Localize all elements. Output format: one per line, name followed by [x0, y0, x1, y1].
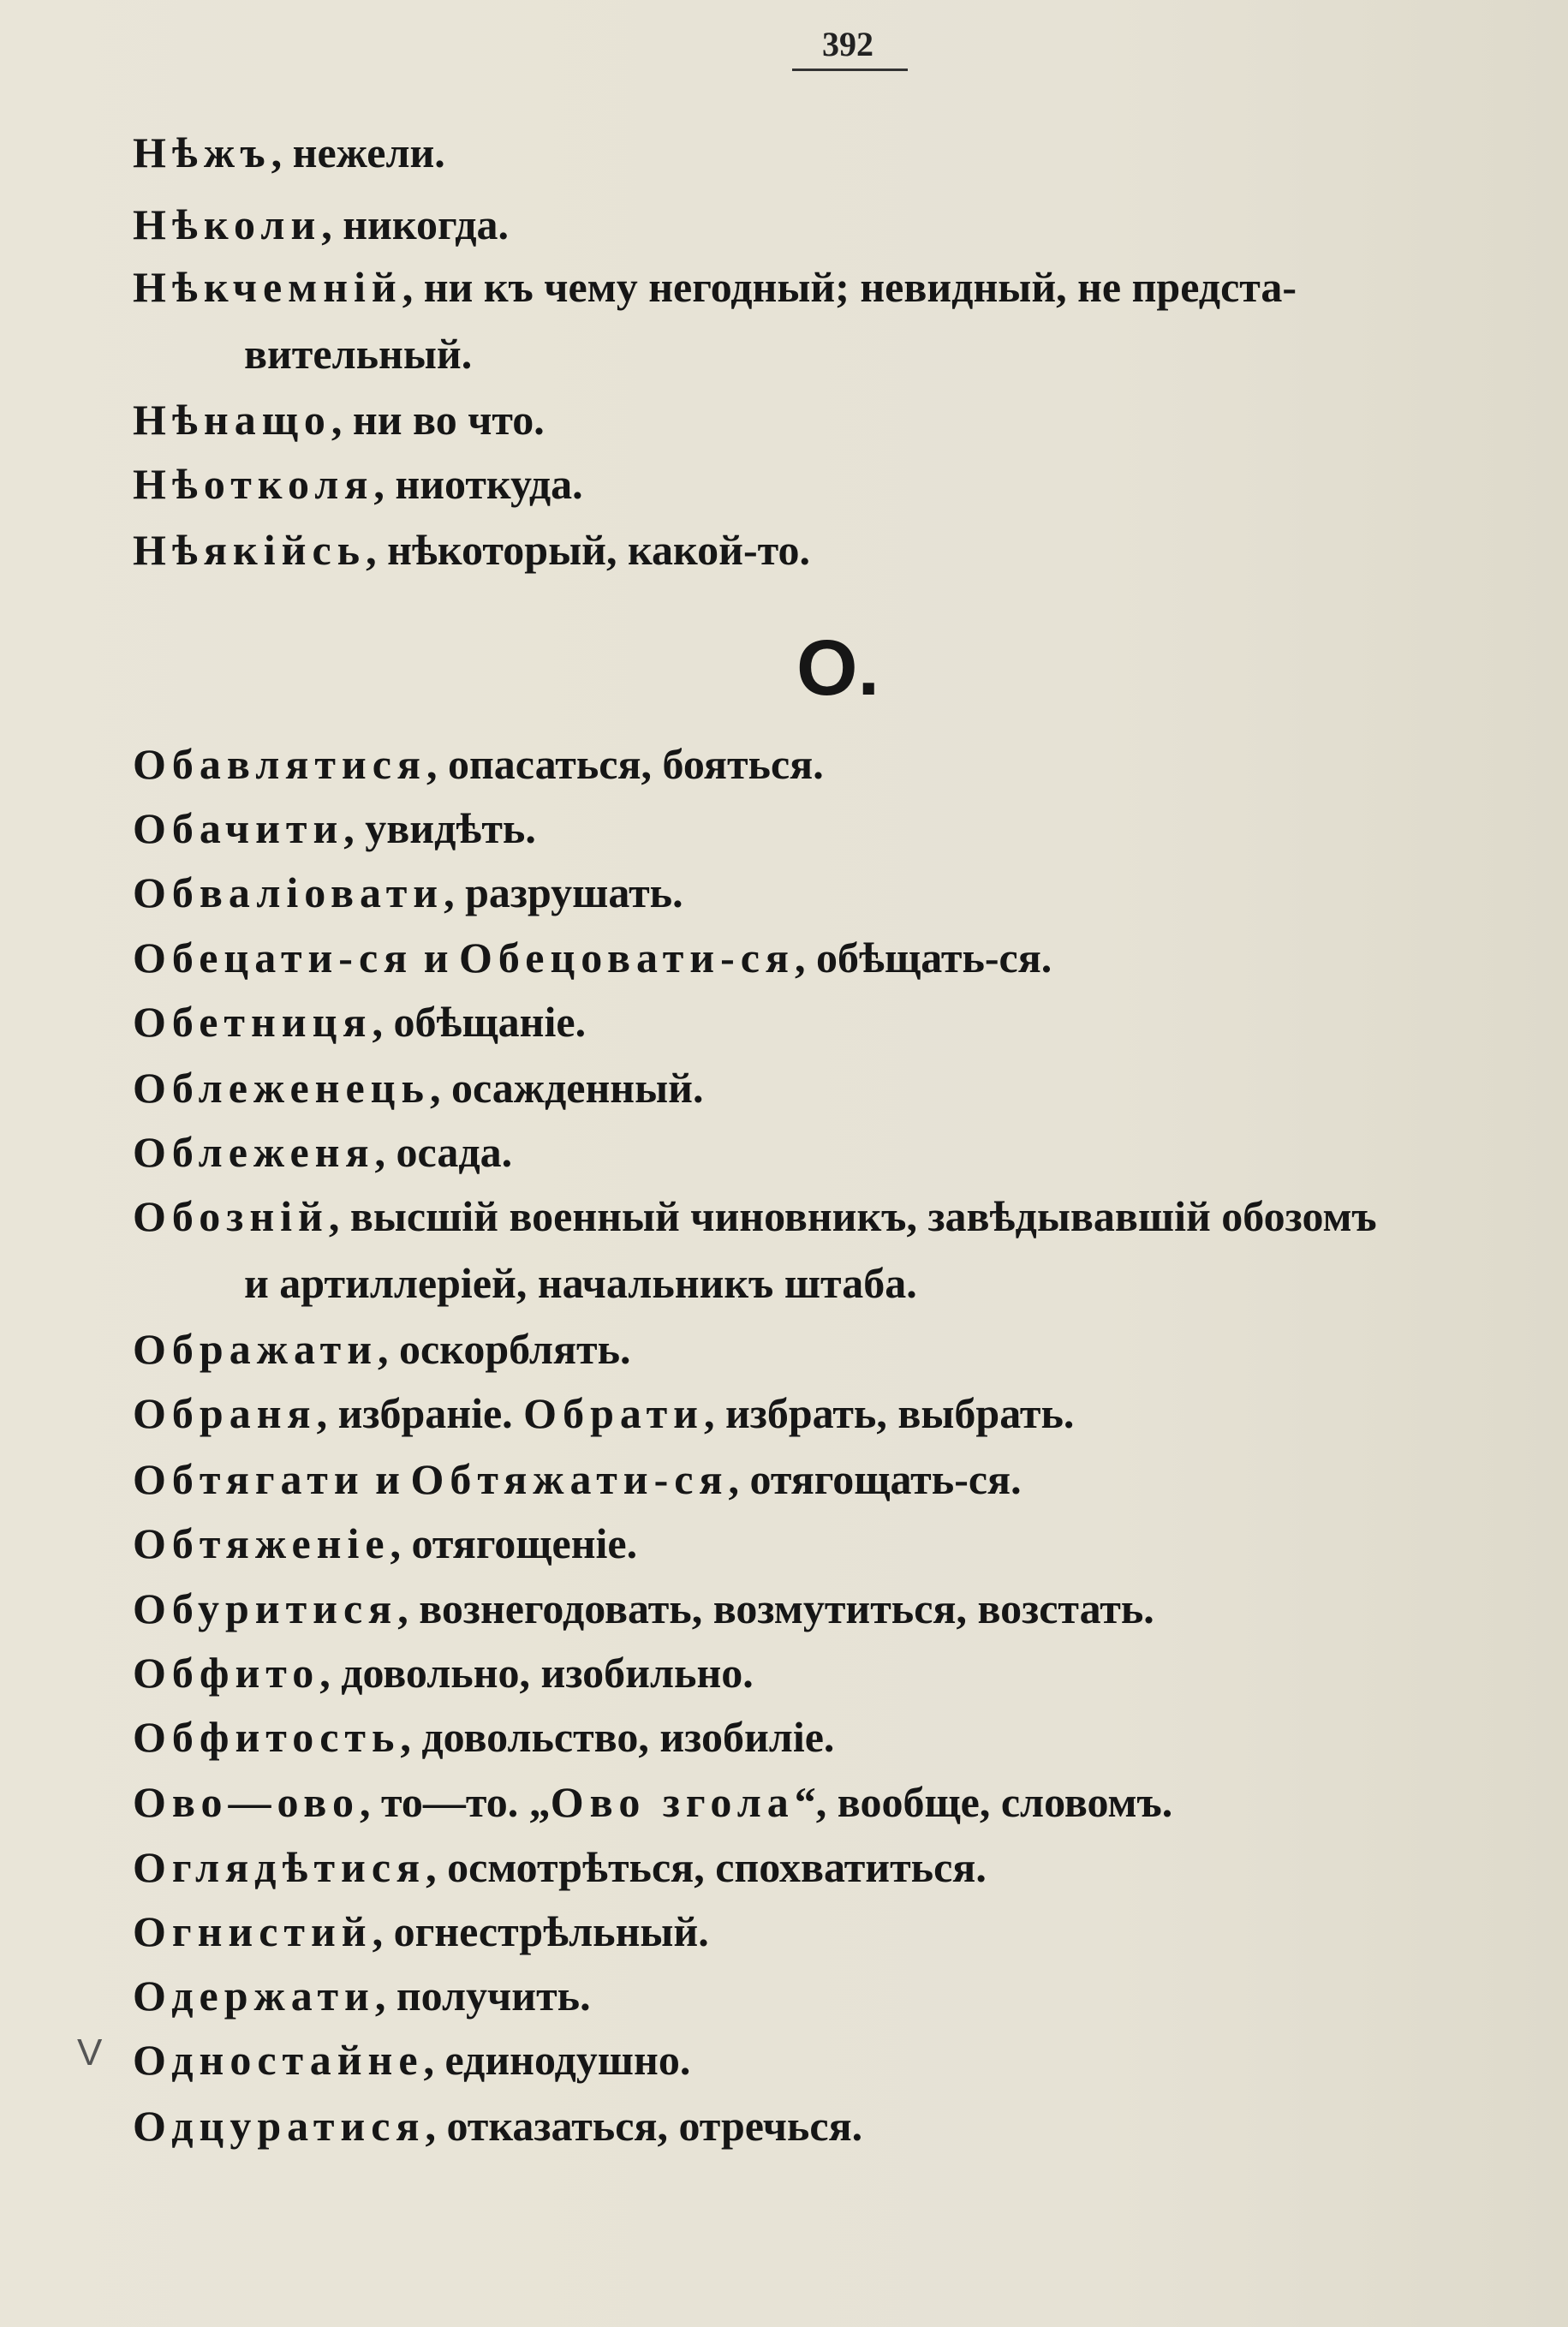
entry-gloss: , отказаться, отречься.	[425, 2102, 863, 2150]
entry-headword: Нѣжъ	[133, 128, 271, 176]
entry-headword: Нѣкчемнiй	[133, 263, 402, 311]
dictionary-entry	[133, 1711, 834, 1763]
entry-gloss: , то—то. „	[359, 1778, 551, 1826]
entry-headword: Обфито	[133, 1649, 320, 1697]
dictionary-entry	[133, 458, 583, 510]
entry-headword: Ово—ово	[133, 1778, 360, 1826]
entry-gloss: , увидѣть.	[343, 804, 536, 852]
entry-headword: Ображати	[133, 1325, 379, 1373]
dictionary-entry	[133, 1583, 1154, 1634]
entry-gloss: , единодушно.	[423, 2036, 691, 2084]
dictionary-entry	[133, 803, 536, 854]
dictionary-entry	[133, 1190, 1377, 1242]
dictionary-entry	[133, 199, 509, 250]
entry-headword: Обфитость	[133, 1713, 401, 1761]
entry-headword: Облеженець	[133, 1064, 430, 1112]
dictionary-entry	[133, 1387, 1074, 1439]
entry-gloss: , довольство, изобилiе.	[400, 1713, 835, 1761]
entry-gloss: , оскорблять.	[378, 1325, 631, 1373]
entry-gloss: , ниоткуда.	[373, 460, 583, 508]
page-number-rule	[792, 69, 908, 71]
entry-gloss: , ни во что.	[331, 396, 545, 444]
dictionary-entry	[133, 1126, 512, 1178]
entry-headword: Нѣотколя	[133, 460, 374, 508]
entry-headword: Огнистий	[133, 1907, 373, 1955]
entry-continuation: вительный.	[244, 330, 473, 378]
entry-gloss: , избранiе.	[316, 1389, 524, 1437]
entry-gloss: , осажденный.	[429, 1064, 704, 1112]
entry-gloss: и	[364, 1455, 411, 1503]
dictionary-entry	[133, 2100, 862, 2151]
entry-gloss: , обѣщанiе.	[372, 998, 587, 1046]
dictionary-entry	[133, 1062, 703, 1113]
entry-headword: Обачити	[133, 804, 344, 852]
section-letter: О.	[796, 624, 880, 712]
entry-gloss: , нѣкоторый, какой-то.	[366, 526, 811, 574]
dictionary-entry	[133, 127, 445, 178]
entry-gloss: , осмотрѣться, спохватиться.	[426, 1843, 987, 1891]
dictionary-entry	[133, 1970, 591, 2021]
dictionary-entry	[133, 1647, 754, 1698]
entry-headword: Нѣколи	[133, 200, 322, 248]
entry-headword: Обетниця	[133, 998, 373, 1046]
entry-headword: Обознiй	[133, 1192, 329, 1240]
entry-headword: Одцуратися	[133, 2102, 426, 2150]
entry-gloss-secondary: , отягощать-ся.	[728, 1455, 1022, 1503]
entry-gloss: , высшiй военный чиновникъ, завѣдывавшiй обозомъ	[328, 1192, 1377, 1240]
entry-headword: Оглядѣтися	[133, 1843, 426, 1891]
dictionary-entry	[133, 1841, 987, 1893]
entry-continuation: и артиллерiей, начальникъ штаба.	[244, 1259, 917, 1307]
entry-headword: Нѣякiйсь	[133, 526, 367, 574]
entry-headword: Обавлятися	[133, 740, 426, 788]
dictionary-entry	[133, 738, 824, 790]
entry-gloss: , вознегодовать, возмутиться, возстать.	[397, 1584, 1154, 1632]
dictionary-entry	[133, 1906, 709, 1957]
entry-headword: Облеженя	[133, 1128, 375, 1176]
entry-gloss: , никогда.	[321, 200, 510, 248]
entry-gloss-secondary: “, вообще, словомъ.	[794, 1778, 1173, 1826]
dictionary-entry	[133, 1776, 1172, 1828]
margin-pencil-mark: V	[77, 2032, 103, 2073]
entry-gloss: и	[413, 934, 460, 982]
page-number: 392	[822, 25, 873, 63]
entry-gloss: , отягощенiе.	[390, 1519, 638, 1567]
entry-gloss: , разрушать.	[444, 868, 683, 916]
entry-headword: Обтягати	[133, 1455, 365, 1503]
entry-headword-secondary: Обрати	[523, 1389, 704, 1437]
entry-headword: Обраня	[133, 1389, 317, 1437]
entry-gloss: , ни къ чему негодный; невидный, не предста-	[402, 263, 1297, 311]
entry-headword: Одностайне	[133, 2036, 424, 2084]
dictionary-entry	[133, 524, 810, 576]
entry-headword: Нѣнащо	[133, 396, 331, 444]
entry-headword-secondary: Обтяжати-ся	[410, 1455, 729, 1503]
entry-gloss-secondary: , обѣщать-ся.	[794, 934, 1052, 982]
dictionary-entry	[133, 867, 683, 918]
dictionary-entry	[133, 1518, 637, 1569]
entry-gloss-secondary: , избрать, выбрать.	[703, 1389, 1075, 1437]
entry-headword: Обецати-ся	[133, 934, 414, 982]
dictionary-entry	[133, 2034, 690, 2085]
entry-headword-secondary: Обецовати-ся	[459, 934, 795, 982]
dictionary-entry	[133, 1453, 1022, 1505]
entry-headword: Обтяженiе	[133, 1519, 391, 1567]
entry-gloss: , осада.	[374, 1128, 513, 1176]
entry-headword: Обвалiовати	[133, 868, 444, 916]
entry-gloss: , опасаться, бояться.	[426, 740, 824, 788]
dictionary-entry	[133, 1323, 631, 1375]
dictionary-entry	[133, 261, 1297, 313]
dictionary-entry	[133, 932, 1052, 983]
entry-gloss: , нежели.	[271, 128, 445, 176]
dictionary-entry	[133, 996, 586, 1047]
entry-gloss: , огнестрѣльный.	[372, 1907, 709, 1955]
entry-headword: Обуритися	[133, 1584, 398, 1632]
entry-headword: Одержати	[133, 1972, 375, 2020]
dictionary-entry	[133, 394, 545, 445]
entry-gloss: , получить.	[374, 1972, 591, 2020]
entry-gloss: , довольно, изобильно.	[319, 1649, 754, 1697]
entry-headword-secondary: Ово згола	[550, 1778, 795, 1826]
